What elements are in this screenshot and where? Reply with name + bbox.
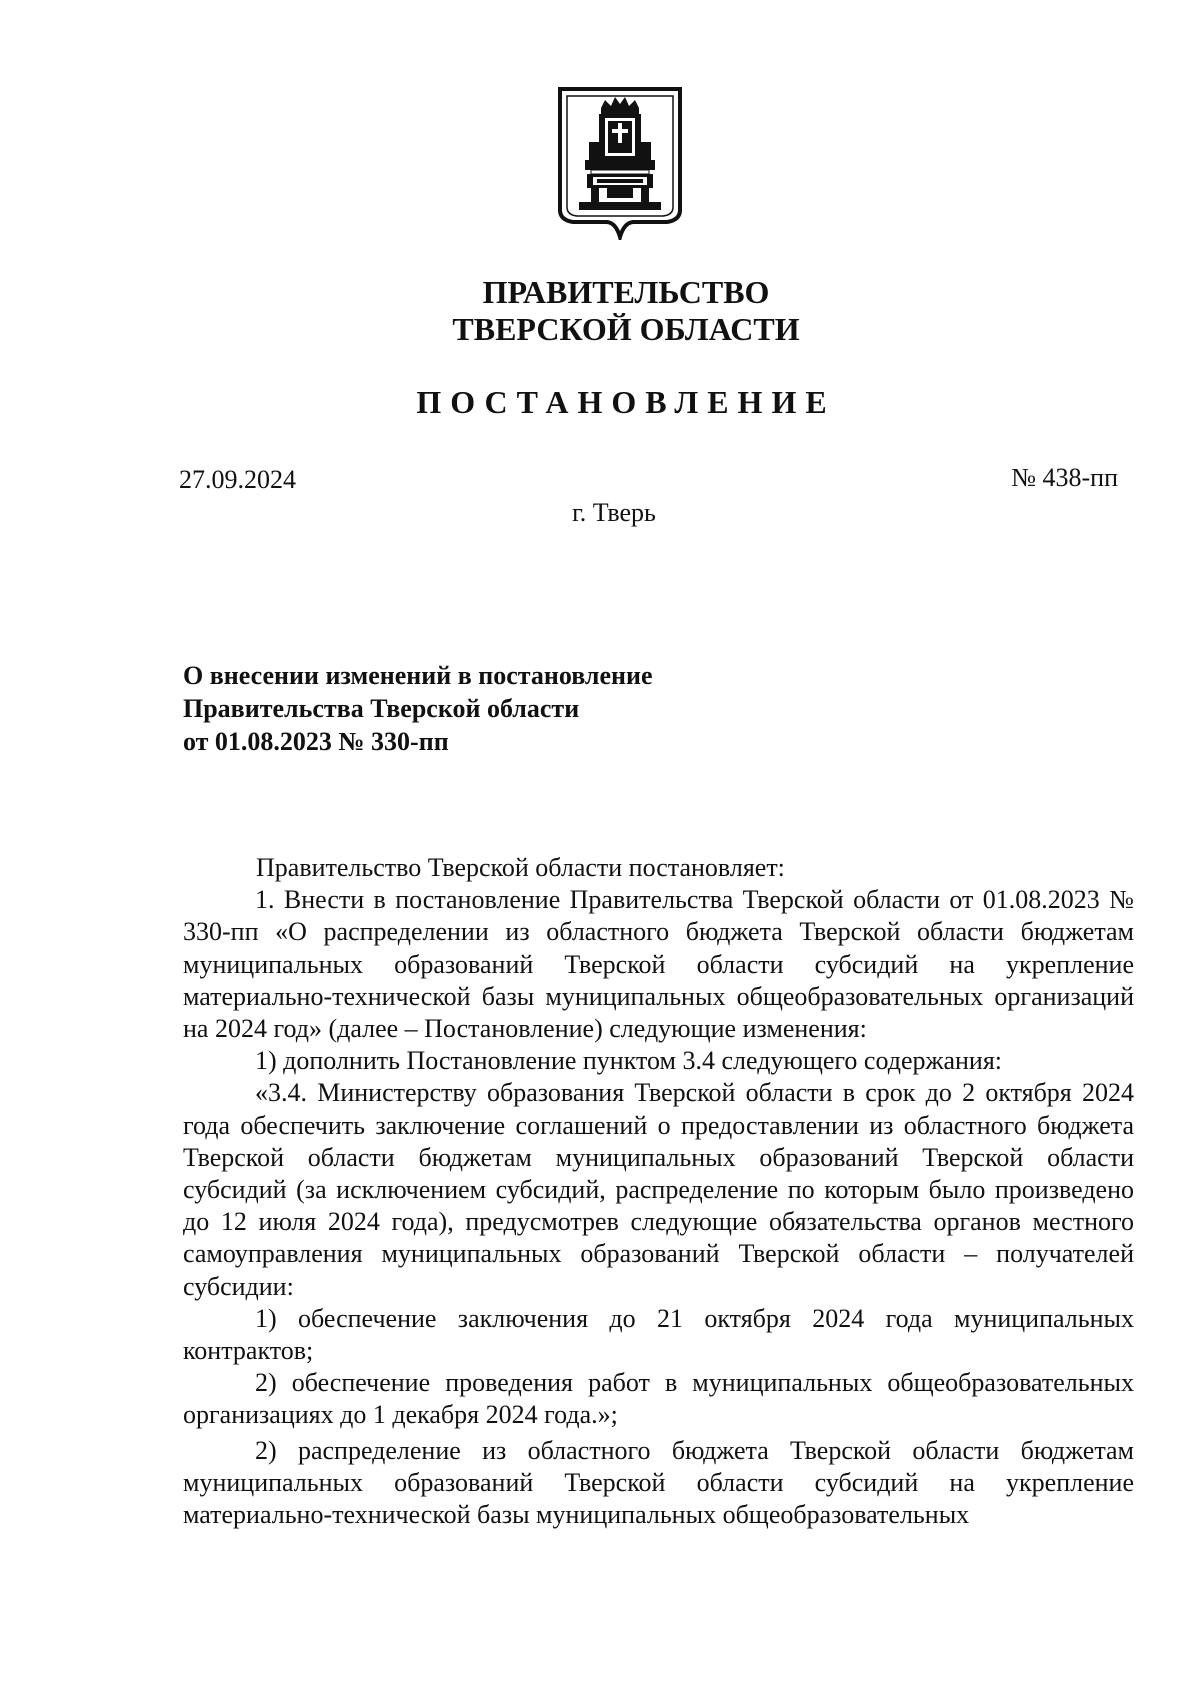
body-paragraph: 2) распределение из областного бюджета Тверской области бюджетам муниципальных образований Тверской области субсидий на укрепление материально-технической базы муниципальных общеобразовательных: [183, 1435, 1134, 1530]
document-type: ПОСТАНОВЛЕНИЕ: [416, 384, 836, 420]
organization-name-line2: ТВЕРСКОЙ ОБЛАСТИ: [452, 311, 800, 347]
document-body: [183, 852, 1134, 1531]
body-paragraph: 1) дополнить Постановление пунктом 3.4 следующего содержания:: [255, 1046, 1003, 1076]
body-paragraph: Правительство Тверской области постановляет:: [256, 853, 785, 882]
document-subject: [183, 659, 653, 758]
document-date: 27.09.2024: [179, 465, 296, 494]
body-paragraph: «3.4. Министерству образования Тверской области в срок до 2 октября 2024 года обеспечить заключение соглашений о предоставлении из областного бюджета Тверской области бюджетам муниципальных образований Тверской области субсидий (за исключением субсидий, распределение по которым было произведено до 12 июля 2024 года), предусмотрев следующие обязательства органов местного самоуправления муниципальных образований Тверской области – получателей субсидии:: [183, 1078, 1134, 1301]
document-city: г. Тверь: [572, 498, 656, 527]
subject-line: О внесении изменений в постановление: [183, 661, 653, 690]
document-number: № 438-пп: [1011, 463, 1118, 492]
subject-line: Правительства Тверской области: [183, 694, 580, 723]
subject-line: от 01.08.2023 № 330-пп: [183, 727, 449, 756]
body-paragraph: 1. Внести в постановление Правительства Тверской области от 01.08.2023 № 330-пп «О распределении из областного бюджета Тверской области бюджетам муниципальных образований Тверской области субсидий на укрепление материально-технической базы муниципальных общеобразовательных организаций на 2024 год» (далее – Постановление) следующие изменения:: [183, 885, 1134, 1044]
body-paragraph: 2) обеспечение проведения работ в муниципальных общеобразовательных организациях до 1 декабря 2024 года.»;: [183, 1368, 1134, 1430]
tver-coat-of-arms-icon: [557, 86, 683, 240]
body-paragraph: 1) обеспечение заключения до 21 октября 2024 года муниципальных контрактов;: [183, 1303, 1134, 1366]
organization-name-line1: ПРАВИТЕЛЬСТВО: [482, 274, 770, 310]
